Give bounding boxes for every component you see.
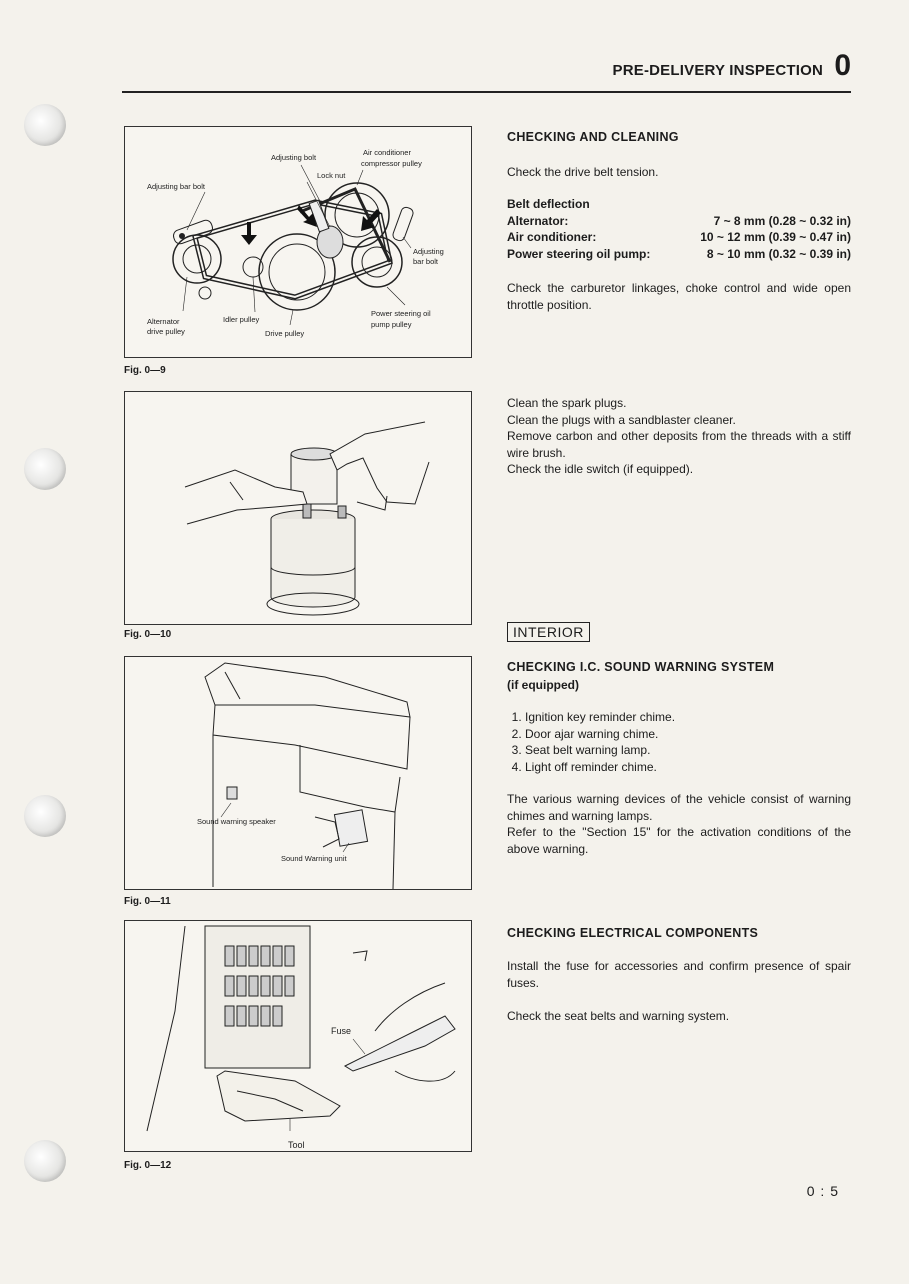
spec-row [507, 213, 851, 230]
label-power-steering-2: pump pulley [371, 320, 412, 329]
header-rule [122, 91, 851, 93]
label-ac-compressor-2: compressor pulley [361, 159, 422, 168]
text-clean-spark-plugs: Clean the spark plugs. [507, 396, 627, 410]
text-carburetor: Check the carburetor linkages, choke control and wide open throttle position. [507, 281, 851, 312]
spec-value: 8 ~ 10 mm (0.32 ~ 0.39 in) [706, 246, 851, 261]
text-install-fuse: Install the fuse for accessories and confirm presence of spair fuses. [507, 959, 851, 990]
interior-section-label: INTERIOR [507, 622, 590, 642]
heading-checking-cleaning: CHECKING AND CLEANING [507, 130, 679, 144]
page-number: 0 : 5 [806, 1183, 839, 1199]
label-fuse: Fuse [331, 1026, 352, 1036]
belt-deflection-block [507, 196, 851, 262]
spec-label: Air conditioner: [507, 230, 597, 244]
figure-fuse-box [124, 920, 472, 1152]
text-refer-section: Refer to the "Section 15" for the activation conditions of the above warning. [507, 825, 851, 856]
heading-electrical: CHECKING ELECTRICAL COMPONENTS [507, 926, 759, 940]
text-idle-switch: Check the idle switch (if equipped). [507, 462, 694, 476]
label-lock-nut: Lock nut [317, 171, 346, 180]
label-ac-compressor: Air conditioner [363, 148, 411, 157]
binder-hole [24, 795, 66, 837]
spec-label: Power steering oil pump: [507, 246, 651, 261]
label-sound-warning-unit: Sound Warning unit [281, 854, 347, 863]
caption-fig-0-10: Fig. 0—10 [124, 629, 172, 640]
label-adjusting-bar-bolt: Adjusting bar bolt [147, 182, 205, 191]
label-idler-pulley: Idler pulley [223, 315, 260, 324]
text-warning-consist: The various warning devices of the vehicle consist of warning chimes and warning lamps. [507, 792, 851, 823]
list-item: 1. Ignition key reminder chime. [525, 709, 851, 726]
spec-row [507, 229, 851, 246]
label-drive-pulley: Drive pulley [265, 329, 305, 338]
text-seat-belts: Check the seat belts and warning system. [507, 1009, 730, 1023]
label-adjusting-bolt: Adjusting bolt [271, 153, 317, 162]
list-item: 4. Light off reminder chime. [525, 759, 851, 776]
text-drive-belt: Check the drive belt tension. [507, 165, 659, 179]
figure-drive-belt [124, 126, 472, 358]
binder-hole [24, 1140, 66, 1182]
figure-sound-warning [124, 656, 472, 890]
subheading-if-equipped: (if equipped) [507, 678, 579, 692]
warning-list-block [507, 709, 851, 775]
spark-plug-block [507, 395, 851, 478]
list-item: 3. Seat belt warning lamp. [525, 742, 851, 759]
caption-fig-0-9: Fig. 0—9 [124, 365, 166, 376]
spec-value: 10 ~ 12 mm (0.39 ~ 0.47 in) [700, 230, 851, 244]
list-item: 2. Door ajar warning chime. [525, 726, 851, 743]
page-header-title: PRE-DELIVERY INSPECTION [612, 62, 823, 79]
label-adjusting-right: Adjusting [413, 247, 444, 256]
label-adjusting-right-2: bar bolt [413, 257, 439, 266]
binder-hole [24, 448, 66, 490]
binder-hole [24, 104, 66, 146]
dashboard-illustration [125, 657, 471, 889]
drive-belt-diagram [125, 127, 471, 357]
label-alternator: Alternator [147, 317, 180, 326]
caption-fig-0-12: Fig. 0—12 [124, 1160, 172, 1171]
section-number: 0 [834, 49, 851, 82]
caption-fig-0-11: Fig. 0—11 [124, 896, 171, 907]
belt-deflection-title: Belt deflection [507, 197, 590, 211]
label-tool: Tool [288, 1140, 305, 1150]
spec-row [507, 246, 851, 263]
label-alternator-2: drive pulley [147, 327, 185, 336]
warning-device-list [507, 709, 851, 775]
spec-label: Alternator: [507, 213, 569, 228]
spec-value: 7 ~ 8 mm (0.28 ~ 0.32 in) [713, 213, 851, 228]
belt-deflection-table [507, 213, 851, 263]
label-power-steering: Power steering oil [371, 309, 431, 318]
fuse-box-illustration [125, 921, 471, 1151]
label-sound-warning-speaker: Sound warning speaker [197, 817, 276, 826]
heading-sound-warning: CHECKING I.C. SOUND WARNING SYSTEM [507, 660, 775, 674]
text-warning-devices [507, 791, 851, 857]
text-remove-carbon: Remove carbon and other deposits from the threads with a stiff wire brush. [507, 429, 851, 460]
figure-spark-plug-cleaner [124, 391, 472, 625]
text-sandblaster: Clean the plugs with a sandblaster cleaner. [507, 412, 736, 427]
spark-plug-cleaner-illustration [125, 392, 471, 624]
